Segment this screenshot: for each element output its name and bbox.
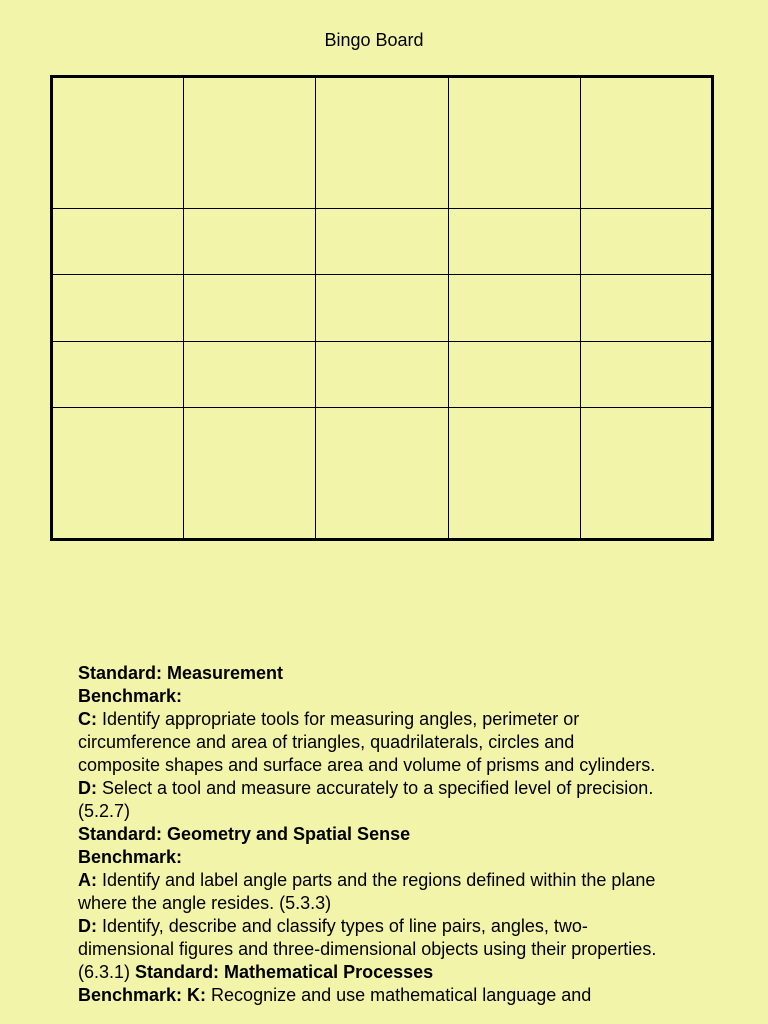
bingo-cell	[316, 209, 448, 275]
benchmark-item	[78, 708, 658, 777]
standard-heading: Standard: Geometry and Spatial Sense	[78, 824, 411, 844]
bingo-cell	[184, 341, 316, 407]
bingo-cell	[184, 275, 316, 341]
benchmark-letter: D:	[78, 916, 97, 936]
standard-heading: Standard: Measurement	[78, 663, 284, 683]
benchmark-letter: D:	[78, 778, 97, 798]
bingo-cell	[448, 275, 580, 341]
bingo-cell	[184, 407, 316, 539]
bingo-cell	[184, 209, 316, 275]
benchmark-item	[78, 984, 658, 1007]
bingo-cell	[580, 407, 712, 539]
bingo-cell	[580, 275, 712, 341]
bingo-row	[52, 407, 713, 539]
bingo-cell	[580, 341, 712, 407]
bingo-cell	[52, 341, 184, 407]
bingo-cell	[580, 77, 712, 209]
bingo-cell	[316, 77, 448, 209]
benchmark-letter: A:	[78, 870, 97, 890]
bingo-board	[50, 75, 714, 541]
benchmark-heading: Benchmark:	[78, 686, 183, 706]
bingo-cell	[52, 407, 184, 539]
benchmark-item	[78, 915, 658, 984]
bingo-cell	[448, 407, 580, 539]
bingo-cell	[448, 209, 580, 275]
bingo-cell	[448, 341, 580, 407]
bingo-cell	[448, 77, 580, 209]
bingo-cell	[52, 275, 184, 341]
bingo-cell	[580, 209, 712, 275]
bingo-cell	[52, 77, 184, 209]
benchmark-item	[78, 777, 658, 823]
bingo-cell	[316, 407, 448, 539]
benchmark-letter: C:	[78, 709, 97, 729]
bingo-row	[52, 209, 713, 275]
standards-text	[78, 662, 658, 1007]
benchmark-text: Identify, describe and classify types of line pairs, angles, two-dimensional figures and three-dimensional objects using their properties. (6.3.1)	[78, 916, 657, 982]
bingo-cell	[52, 209, 184, 275]
benchmark-text: Identify appropriate tools for measuring angles, perimeter or circumference and area of triangles, quadrilaterals, circles and composite shapes and surface area and volume of prisms and cylinders.	[78, 709, 656, 775]
benchmark-heading: Benchmark: K:	[78, 985, 207, 1005]
bingo-row	[52, 77, 713, 209]
benchmark-text: Select a tool and measure accurately to a specified level of precision. (5.2.7)	[78, 778, 654, 821]
bingo-cell	[184, 77, 316, 209]
benchmark-heading: Benchmark:	[78, 847, 183, 867]
bingo-row	[52, 275, 713, 341]
bingo-board-body	[52, 77, 713, 540]
bingo-cell	[316, 275, 448, 341]
benchmark-text: Recognize and use mathematical language and	[211, 985, 592, 1005]
standard-heading: Standard: Mathematical Processes	[135, 962, 434, 982]
bingo-row	[52, 341, 713, 407]
benchmark-text: Identify and label angle parts and the regions defined within the plane where the angle resides. (5.3.3)	[78, 870, 656, 913]
benchmark-item	[78, 869, 658, 915]
bingo-cell	[316, 341, 448, 407]
page-title: Bingo Board	[324, 30, 424, 50]
